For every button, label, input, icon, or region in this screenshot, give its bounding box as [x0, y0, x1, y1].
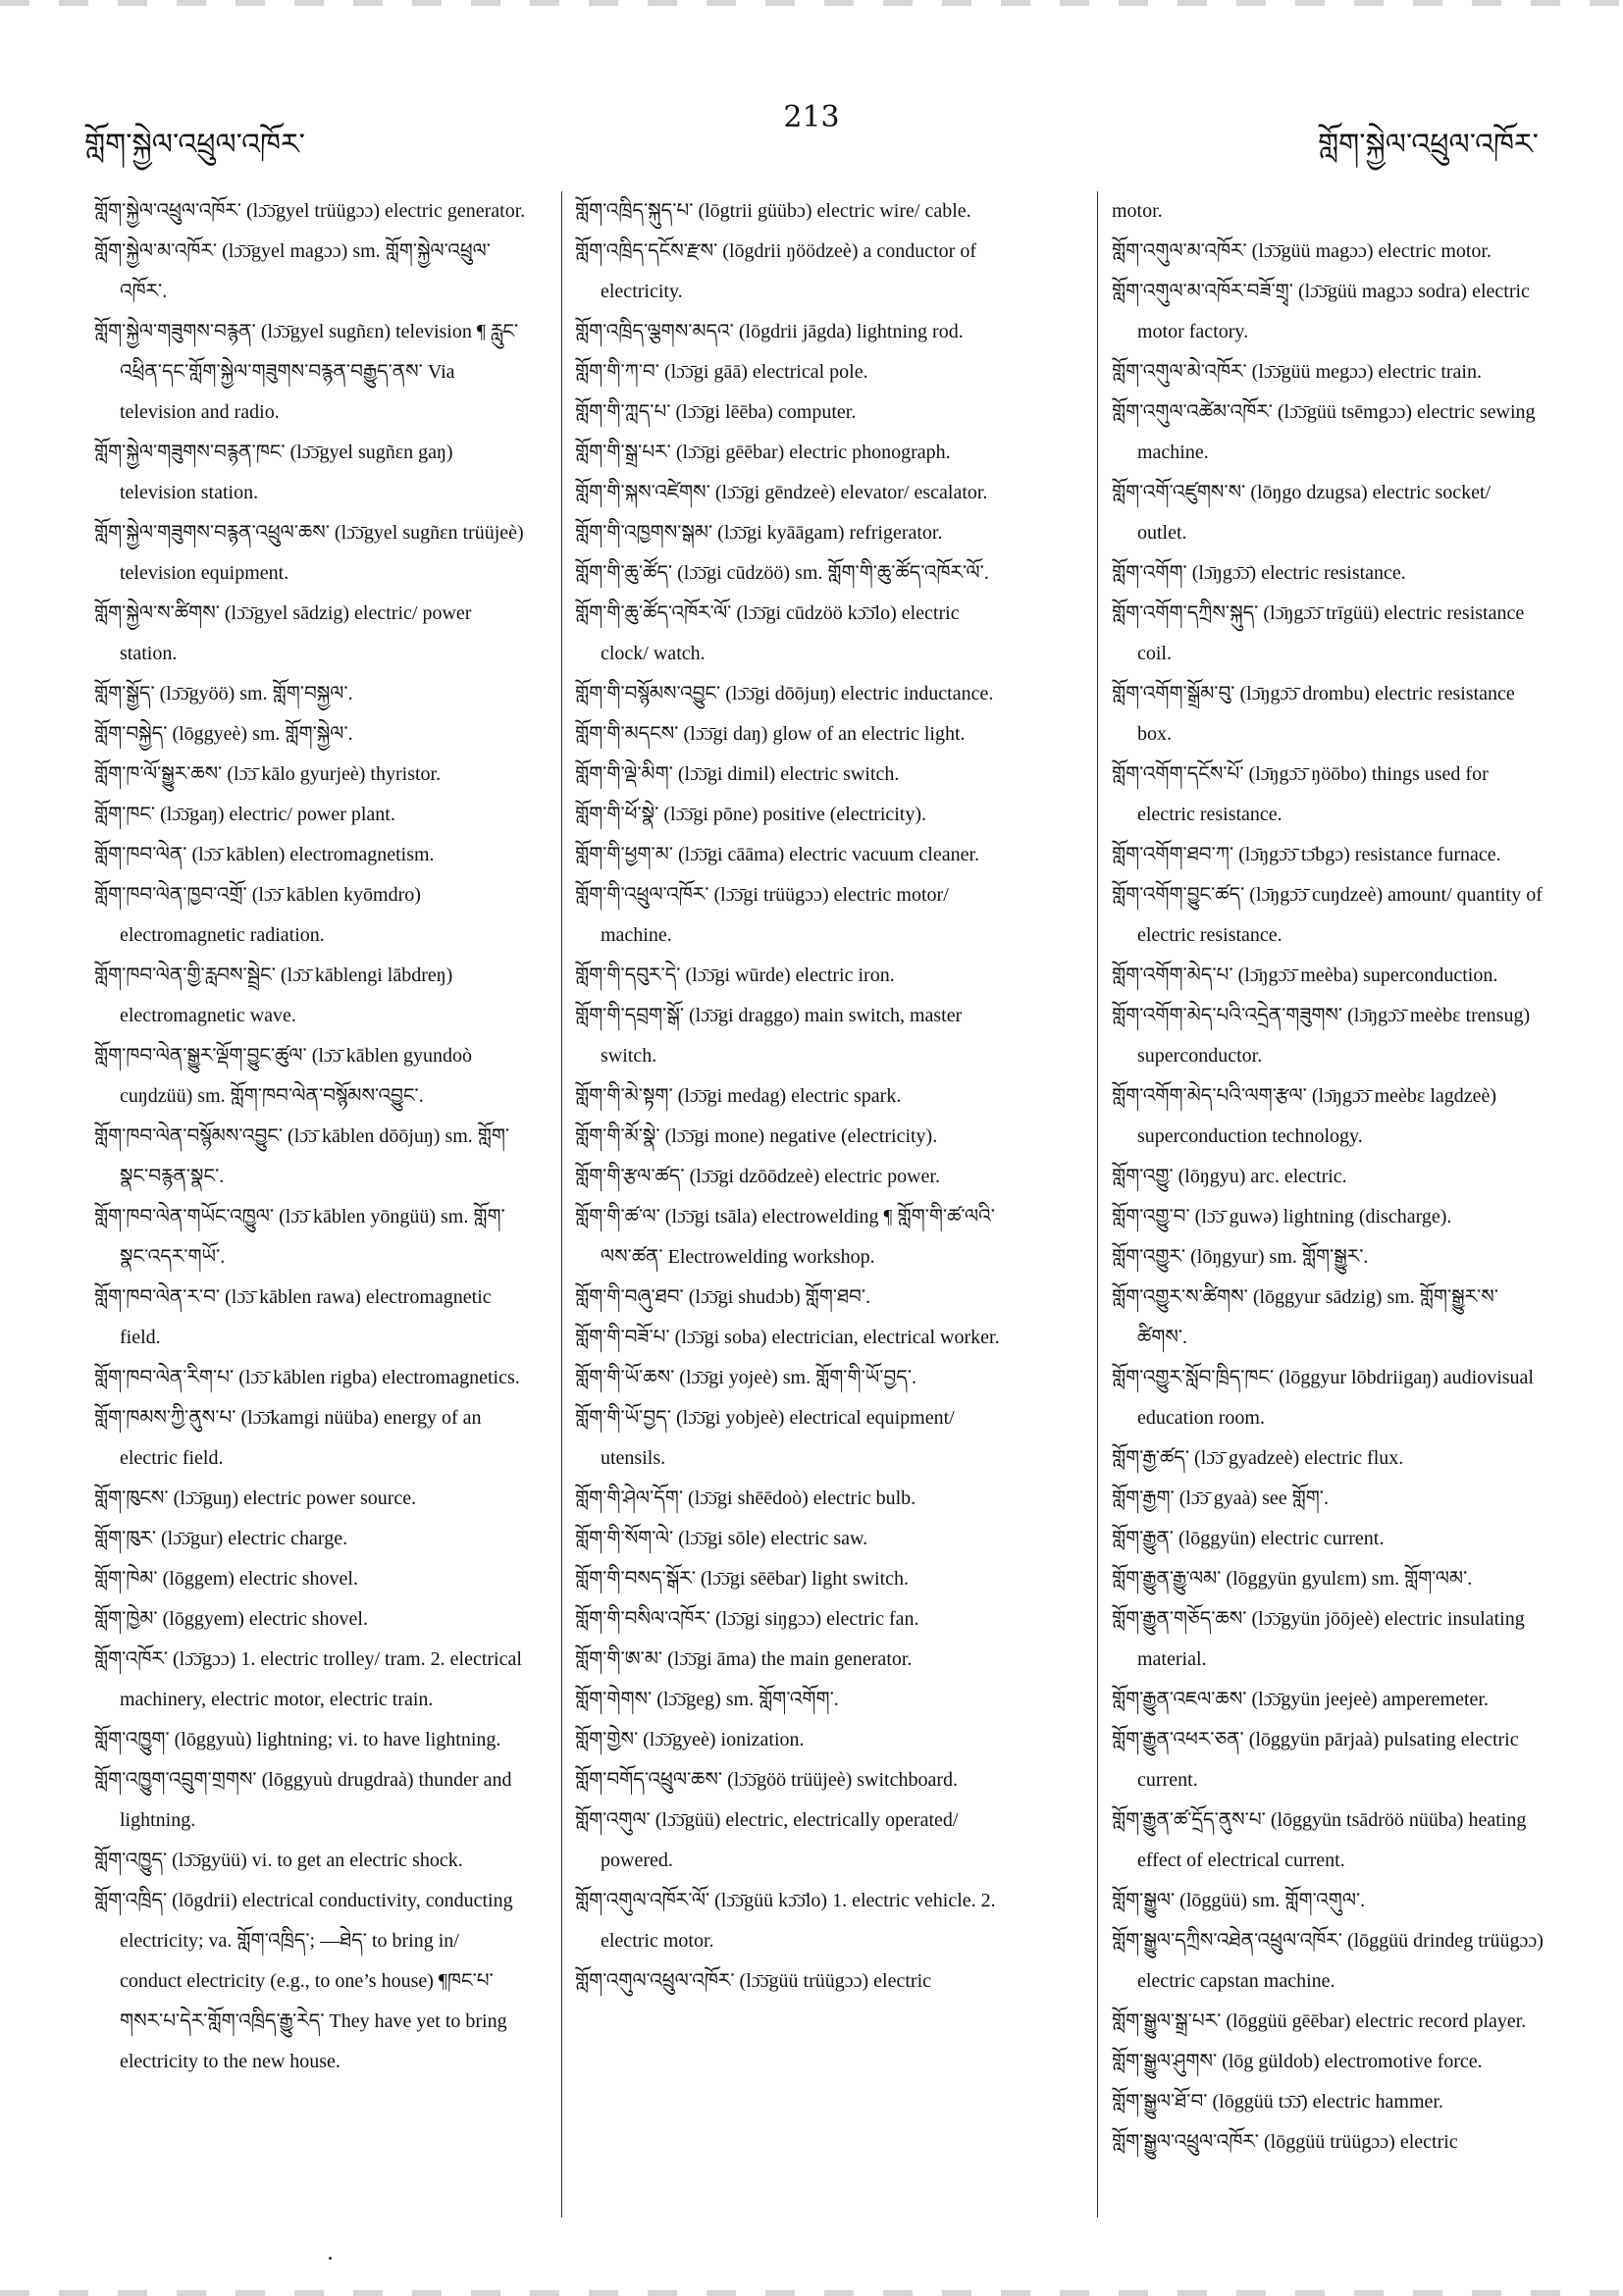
dictionary-entry: གློག་འགུལ་མེ་འཁོར་ (lɔ̄ɔ̄güü megɔɔ) electric train.: [1112, 361, 1482, 383]
dictionary-entry: གློག་སྒྱུལ་ཤུགས་ (lōg güldob) electromotive force.: [1112, 2051, 1483, 2072]
dictionary-entry: གློག་ཁབ་ལེན་གཡོང་འཁྱུལ་ (lɔ̄ɔ̄ kāblen yōngüü) sm. གློག་སྣང་འདར་གཡོ་.: [94, 1206, 505, 1268]
dictionary-entry: གློག་སྐྱེལ་མ་འཁོར་ (lɔ̄ɔ̄gyel magɔɔ) sm. གློག་སྐྱེལ་འཕྲུལ་འཁོར་.: [94, 240, 491, 302]
dictionary-entry: གློག་འགོག་ཐབ་ཀ་ (lɔ̄ŋgɔ̄ɔ̄ tɔ̄bgɔ) resistance furnace.: [1112, 844, 1501, 865]
dictionary-entry: གློག་སྒྱོད་ (lɔ̄ɔ̄gyöö) sm. གློག་བསྐྱལ་.: [94, 683, 353, 704]
dictionary-entry: གློག་གི་ཀ་བ་ (lɔ̄ɔ̄gi gāā) electrical pole.: [575, 361, 868, 383]
dictionary-entry: གློག་འགུལ་མ་འཁོར་ (lɔ̄ɔ̄güü magɔɔ) electric motor.: [1112, 240, 1492, 262]
dictionary-entry: motor.: [1112, 200, 1163, 222]
dictionary-entry: གློག་འགུལ་མ་འཁོར་བཟོ་གྲྭ་ (lɔ̄ɔ̄güü magɔɔ sodra) electric motor factory.: [1112, 281, 1530, 342]
dictionary-entry: གློག་འགུལ་འཁོར་ལོ་ (lɔ̄ɔ̄güü kɔ̄ɔ̄lo) 1. electric vehicle. 2. electric motor.: [575, 1890, 996, 1952]
dictionary-entry: གློག་གི་ཚ་ལ་ (lɔ̄ɔ̄gi tsāla) electrowelding ¶ གློག་གི་ཚ་ལའི་ལས་ཚན་ Electrowelding workshop.: [575, 1206, 995, 1268]
dictionary-entry: གློག་གྱེས་ (lɔ̄ɔ̄gyeè) ionization.: [575, 1729, 805, 1750]
dictionary-entry: གློག་ཁྱེམ་ (lōggyem) electric shovel.: [94, 1608, 368, 1630]
dictionary-entry: གློག་གི་ཡོ་ཆས་ (lɔ̄ɔ̄gi yojeè) sm. གློག་གི་ཡོ་བྱད་.: [575, 1367, 917, 1388]
column-middle: [575, 191, 1007, 2002]
running-head-right: གློག་སྐྱེལ་འཕྲུལ་འཁོར་: [1318, 128, 1539, 162]
dictionary-entry: གློག་བསྐྱེད་ (lōggyeè) sm. གློག་སྐྱེལ་.: [94, 723, 353, 745]
dictionary-entry: གློག་འགོག་དཀྲིས་སྐུད་ (lɔ̄ŋgɔ̄ɔ̄ trīgüü) electric resistance coil.: [1112, 602, 1525, 664]
dictionary-entry: གློག་གི་བསྙོམས་འབྱུང་ (lɔ̄ɔ̄gi dōōjuŋ) electric inductance.: [575, 683, 994, 704]
dictionary-entry: གློག་སྒྱུལ་སྒྲ་པར་ (lōggüü gēēbar) electric record player.: [1112, 2010, 1527, 2032]
column-right: [1112, 191, 1544, 2163]
column-left: [94, 191, 526, 2082]
dictionary-entry: གློག་འཁྲིད་ (lōgdrii) electrical conductivity, conducting electricity; va. གློག་འཁྲིད་; —ཐེད་ to bring in/ conduct electricity (e.g., to one’s house) ¶ཁང་པ་གསར་པ་དེར་གློག་འཁྲིད་རྒྱུ་རེད་ They have yet to bring electricity to the new house.: [94, 1890, 513, 2072]
dictionary-entry: གློག་འགུལ་འཕྲུལ་འཁོར་ (lɔ̄ɔ̄güü trüügɔɔ) electric: [575, 1970, 931, 1992]
dictionary-entry: གློག་འགོག་མེད་པ་ (lɔ̄ŋgɔ̄ɔ̄ meèba) superconduction.: [1112, 965, 1498, 986]
dictionary-entry: གློག་འགོག་དངོས་པོ་ (lɔ̄ŋgɔ̄ɔ̄ ŋöōbo) things used for electric resistance.: [1112, 763, 1489, 825]
page-number: 213: [783, 100, 840, 134]
dictionary-entry: གློག་སྒྱུལ་ཐོ་བ་ (lōggüü tɔ̄ɔ̄) electric hammer.: [1112, 2091, 1443, 2113]
dictionary-entry: གློག་འགྱུར་ས་ཚིགས་ (lōggyur sādzig) sm. གློག་སྒྱུར་ས་ཚིགས་.: [1112, 1286, 1499, 1348]
dictionary-entry: གློག་གེགས་ (lɔ̄ɔ̄geg) sm. གློག་འགོག་.: [575, 1689, 839, 1710]
dictionary-entry: གློག་གི་བསད་སྒོར་ (lɔ̄ɔ̄gi sēēbar) light switch.: [575, 1568, 910, 1590]
dictionary-entry: གློག་རྒྱག་ (lɔ̄ɔ̄ gyaà) see གློག་.: [1112, 1487, 1330, 1509]
dictionary-entry: གློག་གི་སྐས་འཛེགས་ (lɔ̄ɔ̄gi gēndzeè) elevator/ escalator.: [575, 482, 988, 503]
dictionary-entry: གློག་གི་ཤེལ་དོག་ (lɔ̄ɔ̄gi shēēdoò) electric bulb.: [575, 1487, 916, 1509]
dictionary-entry: གློག་འགོག་ (lɔ̄ŋgɔ̄ɔ̄) electric resistance.: [1112, 562, 1406, 584]
dictionary-entry: གློག་འགུལ་འཚེམ་འཁོར་ (lɔ̄ɔ̄güü tsēmgɔɔ) electric sewing machine.: [1112, 401, 1536, 463]
dictionary-entry: གློག་ཁབ་ལེན་གྱི་རླབས་སྦྲེང་ (lɔ̄ɔ̄ kāblengi lābdreŋ) electromagnetic wave.: [94, 965, 453, 1026]
dictionary-entry: གློག་འཁྲིད་སྐུད་པ་ (lōgtrii güübɔ) electric wire/ cable.: [575, 200, 971, 222]
dictionary-entry: གློག་རྒྱུན་གཅོད་ཆས་ (lɔ̄ɔ̄gyün jōōjeè) electric insulating material.: [1112, 1608, 1525, 1670]
dictionary-entry: གློག་གི་ལྡེ་མིག་ (lɔ̄ɔ̄gi dimil) electric switch.: [575, 763, 900, 785]
dictionary-entry: གློག་འགོག་བྱུང་ཚད་ (lɔ̄ŋgɔ̄ɔ̄ cuŋdzeè) amount/ quantity of electric resistance.: [1112, 884, 1543, 946]
dictionary-entry: གློག་འགོག་སྒྲོམ་བུ་ (lɔ̄ŋgɔ̄ɔ̄ drombu) electric resistance box.: [1112, 683, 1515, 745]
dictionary-entry: གློག་གི་རྩལ་ཚད་ (lɔ̄ɔ̄gi dzōōdzeè) electric power.: [575, 1166, 940, 1187]
dictionary-entry: གློག་ཁབ་ལེན་བསྙོམས་འབྱུང་ (lɔ̄ɔ̄ kāblen dōōjuŋ) sm. གློག་སྣང་བརྙན་སྣང་.: [94, 1125, 510, 1187]
dictionary-entry: གློག་གི་ཡོ་བྱད་ (lɔ̄ɔ̄gi yobjeè) electrical equipment/ utensils.: [575, 1407, 955, 1469]
dictionary-entry: གློག་གི་སྒྲ་པར་ (lɔ̄ɔ̄gi gēēbar) electric phonograph.: [575, 442, 951, 463]
dictionary-entry: གློག་འགུལ་ (lɔ̄ɔ̄güü) electric, electrically operated/ powered.: [575, 1809, 959, 1871]
dictionary-entry: གློག་རྒྱུན་འཕར་ཅན་ (lōggyün pārjaà) pulsating electric current.: [1112, 1729, 1519, 1791]
dictionary-entry: གློག་འགོག་མེད་པའི་ལག་རྩལ་ (lɔ̄ŋgɔ̄ɔ̄ meèbɛ lagdzeè) superconduction technology.: [1112, 1085, 1497, 1147]
dictionary-entry: གློག་གི་ཆུ་ཚོད་འཁོར་ལོ་ (lɔ̄ɔ̄gi cūdzöö kɔ̄ɔ̄lo) electric clock/ watch.: [575, 602, 960, 664]
dictionary-entry: གློག་འགོག་མེད་པའི་འདྲེན་གཟུགས་ (lɔ̄ŋgɔ̄ɔ̄ meèbɛ trensug) superconductor.: [1112, 1005, 1531, 1067]
dictionary-entry: གློག་ཁུངས་ (lɔ̄ɔ̄guŋ) electric power source.: [94, 1487, 417, 1509]
dictionary-entry: གློག་སྒྱུལ་འཕྲུལ་འཁོར་ (lōggüü trüügɔɔ) electric: [1112, 2131, 1458, 2153]
dictionary-entry: གློག་སྐྱེལ་གཟུགས་བརྙན་འཕྲུལ་ཆས་ (lɔ̄ɔ̄gyel sugñɛn trüüjeè) television equipment.: [94, 522, 524, 584]
dictionary-entry: གློག་ཁབ་ལེན་རིག་པ་ (lɔ̄ɔ̄ kāblen rigba) electromagnetics.: [94, 1367, 520, 1388]
dictionary-entry: གློག་འགྱུར་སློབ་ཁྲིད་ཁང་ (lōggyur lōbdriigaŋ) audiovisual education room.: [1112, 1367, 1534, 1429]
dictionary-entry: གློག་ཁབ་ལེན་ (lɔ̄ɔ̄ kāblen) electromagnetism.: [94, 844, 435, 865]
scan-edge-top: [0, 0, 1623, 6]
dictionary-entry: གློག་གི་སོག་ལེ་ (lɔ̄ɔ̄gi sōle) electric saw.: [575, 1528, 868, 1549]
dictionary-entry: གློག་འགྱུ་བ་ (lɔ̄ɔ̄ guwə) lightning (discharge).: [1112, 1206, 1452, 1227]
dictionary-entry: གློག་ཁབ་ལེན་སྒྱུར་ལྡོག་བྱུང་ཚུལ་ (lɔ̄ɔ̄ kāblen gyundoò cuŋdzüü) sm. གློག་ཁབ་ལེན་བསྙོམས་འབྱུང་.: [94, 1045, 473, 1107]
dictionary-entry: གློག་སྐྱེལ་གཟུགས་བརྙན་ཁང་ (lɔ̄ɔ̄gyel sugñɛn gaŋ) television station.: [94, 442, 453, 503]
dictionary-entry: གློག་གི་མེ་སྟག་ (lɔ̄ɔ̄gi medag) electric spark.: [575, 1085, 902, 1107]
dictionary-entry: གློག་སྒྱུལ་ (lōggüü) sm. གློག་འགུལ་.: [1112, 1890, 1366, 1911]
dictionary-entry: གློག་གི་བསིལ་འཁོར་ (lɔ̄ɔ̄gi siŋgɔɔ) electric fan.: [575, 1608, 919, 1630]
dictionary-entry: གློག་ཁབ་ལེན་ར་བ་ (lɔ̄ɔ̄ kāblen rawa) electromagnetic field.: [94, 1286, 492, 1348]
dictionary-entry: གློག་འཁྱུད་ (lɔ̄ɔ̄gyüü) vi. to get an electric shock.: [94, 1850, 463, 1871]
dictionary-entry: གློག་རྒྱུན་རྒྱུ་ལམ་ (lōggyün gyulɛm) sm. གློག་ལམ་.: [1112, 1568, 1473, 1590]
dictionary-entry: གློག་གི་ཕོ་སྣེ་ (lɔ̄ɔ̄gi pōne) positive (electricity).: [575, 804, 927, 825]
dictionary-entry: གློག་ཁབ་ལེན་ཁྱབ་འགྲོ་ (lɔ̄ɔ̄ kāblen kyōmdro) electromagnetic radiation.: [94, 884, 421, 946]
dictionary-entry: གློག་འགྱུ་ (lōŋgyu) arc. electric.: [1112, 1166, 1347, 1187]
dictionary-entry: གློག་འགྱུར་ (lōŋgyur) sm. གློག་སྒྱུར་.: [1112, 1246, 1369, 1268]
dictionary-entry: གློག་ཁང་ (lɔ̄ɔ̄gaŋ) electric/ power plant.: [94, 804, 395, 825]
dictionary-entry: གློག་ཁམས་ཀྱི་ནུས་པ་ (lɔ̄ɔ̄kamgi nüüba) energy of an electric field.: [94, 1407, 482, 1469]
running-head-left: གློག་སྐྱེལ་འཕྲུལ་འཁོར་: [84, 128, 305, 162]
dictionary-entry: གློག་སྐྱེལ་གཟུགས་བརྙན་ (lɔ̄ɔ̄gyel sugñɛn) television ¶ རླུང་འཕྲིན་དང་གློག་སྐྱེལ་གཟུགས་བརྙན་བརྒྱུད་ནས་ Via television and radio.: [94, 321, 519, 423]
dictionary-entry: གློག་སྐྱེལ་འཕྲུལ་འཁོར་ (lɔ̄ɔ̄gyel trüügɔɔ) electric generator.: [94, 200, 526, 222]
dictionary-entry: གློག་སྐྱེལ་ས་ཚིགས་ (lɔ̄ɔ̄gyel sādzig) electric/ power station.: [94, 602, 472, 664]
dictionary-entry: གློག་འགོ་འཛུགས་ས་ (lōŋgo dzugsa) electric socket/ outlet.: [1112, 482, 1492, 544]
dictionary-entry: གློག་གི་ཕྱག་མ་ (lɔ̄ɔ̄gi cāāma) electric vacuum cleaner.: [575, 844, 980, 865]
dictionary-entry: གློག་འཁྲིད་ལྕགས་མདའ་ (lōgdrii jāgda) lightning rod.: [575, 321, 964, 342]
dictionary-entry: གློག་ཁུར་ (lɔ̄ɔ̄gur) electric charge.: [94, 1528, 348, 1549]
dictionary-entry: གློག་འཁོར་ (lɔ̄ɔ̄gɔɔ) 1. electric trolley/ tram. 2. electrical machinery, electric motor, electric train.: [94, 1648, 522, 1710]
dictionary-entry: གློག་འཁྲིད་དངོས་རྫས་ (lōgdrii ŋöödzeè) a conductor of electricity.: [575, 240, 976, 302]
column-divider: [561, 191, 562, 2218]
dictionary-entry: གློག་གི་འཕྲུལ་འཁོར་ (lɔ̄ɔ̄gi trüügɔɔ) electric motor/ machine.: [575, 884, 949, 946]
dictionary-entry: གློག་འཁྱུག་འབྲུག་གྲགས་ (lōggyuù drugdraà) thunder and lightning.: [94, 1769, 512, 1831]
dictionary-entry: གློག་བགོད་འཕྲུལ་ཆས་ (lɔ̄ɔ̄göö trüüjeè) switchboard.: [575, 1769, 959, 1791]
dictionary-entry: གློག་སྒྱུལ་དཀྲིས་འཐེན་འཕྲུལ་འཁོར་ (lōggüü drindeg trüügɔɔ) electric capstan machine.: [1112, 1930, 1544, 1992]
dictionary-entry: གློག་གི་འཁྱགས་སྒམ་ (lɔ̄ɔ̄gi kyāāgam) refrigerator.: [575, 522, 943, 544]
dictionary-entry: གློག་གི་དབྲག་སྒོ་ (lɔ̄ɔ̄gi draggo) main switch, master switch.: [575, 1005, 963, 1067]
dictionary-entry: གློག་གི་ཆུ་ཚོད་ (lɔ̄ɔ̄gi cūdzöö) sm. གློག་གི་ཆུ་ཚོད་འཁོར་ལོ་.: [575, 562, 989, 584]
dictionary-entry: གློག་ཁ་ལོ་སྒྱུར་ཆས་ (lɔ̄ɔ̄ kālo gyurjeè) thyristor.: [94, 763, 442, 785]
dictionary-entry: གློག་རྒྱ་ཚད་ (lɔ̄ɔ̄ gyadzeè) electric flux.: [1112, 1447, 1404, 1469]
dictionary-entry: གློག་རྒྱུན་ (lōggyün) electric current.: [1112, 1528, 1385, 1549]
dictionary-entry: གློག་གི་དབུར་དེ་ (lɔ̄ɔ̄gi wūrde) electric iron.: [575, 965, 895, 986]
dictionary-entry: གློག་རྒྱུན་ཚ་དྲོད་ནུས་པ་ (lōggyün tsādröö nüüba) heating effect of electrical current.: [1112, 1809, 1527, 1871]
scan-speck: [329, 2257, 332, 2260]
scan-edge-bottom: [0, 2290, 1623, 2296]
dictionary-entry: གློག་ཁེམ་ (lōggem) electric shovel.: [94, 1568, 358, 1590]
dictionary-entry: གློག་གི་བཞུ་ཐབ་ (lɔ̄ɔ̄gi shudɔb) གློག་ཐབ་.: [575, 1286, 871, 1308]
dictionary-entry: གློག་གི་མོ་སྣེ་ (lɔ̄ɔ̄gi mone) negative (electricity).: [575, 1125, 938, 1147]
dictionary-entry: གློག་གི་ཨ་མ་ (lɔ̄ɔ̄gi āma) the main generator.: [575, 1648, 913, 1670]
dictionary-entry: གློག་རྒྱུན་འཇལ་ཆས་ (lɔ̄ɔ̄gyün jeejeè) amperemeter.: [1112, 1689, 1489, 1710]
dictionary-entry: གློག་གི་བཟོ་པ་ (lɔ̄ɔ̄gi soba) electrician, electrical worker.: [575, 1327, 1000, 1348]
column-divider: [1097, 191, 1098, 2218]
dictionary-entry: གློག་འཁྱུག་ (lōggyuù) lightning; vi. to have lightning.: [94, 1729, 501, 1750]
dictionary-entry: གློག་གི་མདངས་ (lɔ̄ɔ̄gi daŋ) glow of an electric light.: [575, 723, 966, 745]
dictionary-entry: གློག་གི་ཀླད་པ་ (lɔ̄ɔ̄gi lēēba) computer.: [575, 401, 857, 423]
